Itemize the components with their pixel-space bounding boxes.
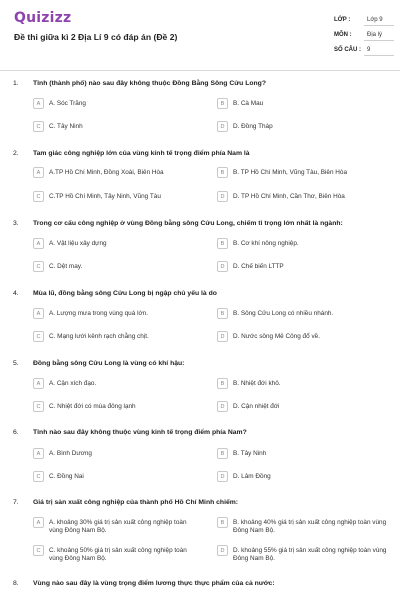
option-b[interactable]	[217, 378, 392, 389]
option-c[interactable]	[33, 261, 198, 272]
option-text: D. Nước sông Mê Công đổ về.	[233, 332, 320, 340]
option-text: C. Mạng lưới kênh rạch chằng chịt.	[49, 332, 149, 340]
option-a[interactable]	[33, 378, 198, 389]
option-text: D. TP Hồ Chí Minh, Cần Thơ, Biên Hòa	[233, 192, 345, 200]
option-text: B. Sông Cửu Long có nhiều nhánh.	[233, 309, 334, 317]
meta-count-value: 9	[364, 45, 394, 56]
option-letter-box: A	[33, 308, 44, 319]
option-letter-box: B	[217, 167, 228, 178]
option-d[interactable]	[217, 545, 392, 563]
option-text: A. Cận xích đạo.	[49, 379, 97, 387]
option-d[interactable]	[217, 401, 392, 412]
meta-class-label: LỚP :	[334, 17, 351, 23]
question-number: 4.	[13, 290, 19, 297]
option-letter-box: D	[217, 261, 228, 272]
question-number: 3.	[13, 220, 19, 227]
option-letter-box: D	[217, 401, 228, 412]
option-c[interactable]	[33, 121, 198, 132]
option-d[interactable]	[217, 121, 392, 132]
option-letter-box: B	[217, 308, 228, 319]
option-letter-box: A	[33, 238, 44, 249]
option-c[interactable]	[33, 545, 198, 563]
option-letter-box: D	[217, 545, 228, 556]
option-text: C. Tây Ninh	[49, 122, 83, 130]
option-letter-box: B	[217, 378, 228, 389]
option-a[interactable]	[33, 517, 198, 535]
option-letter-box: A	[33, 167, 44, 178]
option-letter-box: C	[33, 191, 44, 202]
option-text: B. khoảng 40% giá trị sản xuất công nghiệp toàn vùng Đông Nam Bộ.	[233, 518, 387, 534]
option-text: B. Tây Ninh	[233, 449, 267, 457]
option-letter-box: D	[217, 191, 228, 202]
option-b[interactable]	[217, 448, 392, 459]
option-a[interactable]	[33, 448, 198, 459]
question-text: Mùa lũ, đồng bằng sông Cửu Long bị ngập chủ yếu là do	[33, 290, 217, 297]
option-text: C. Dệt may.	[49, 262, 83, 270]
option-a[interactable]	[33, 308, 198, 319]
option-letter-box: C	[33, 471, 44, 482]
question-text: Tỉnh (thành phố) nào sau đây không thuộc Đồng Bằng Sông Cửu Long?	[33, 80, 266, 87]
meta-subject-label: MÔN :	[334, 32, 352, 38]
question-text: Đồng bằng sông Cửu Long là vùng có khí hậu:	[33, 360, 185, 367]
option-letter-box: A	[33, 448, 44, 459]
option-letter-box: C	[33, 545, 44, 556]
option-d[interactable]	[217, 331, 392, 342]
option-text: D. Cận nhiệt đới	[233, 402, 280, 410]
option-letter-box: B	[217, 98, 228, 109]
option-c[interactable]	[33, 191, 198, 202]
option-text: B. Cơ khí nông nghiệp.	[233, 239, 299, 247]
option-a[interactable]	[33, 98, 198, 109]
option-letter-box: A	[33, 98, 44, 109]
option-letter-box: B	[217, 448, 228, 459]
header-divider	[0, 70, 400, 71]
option-d[interactable]	[217, 191, 392, 202]
question-number: 1.	[13, 80, 19, 87]
question-number: 6.	[13, 429, 19, 436]
question-number: 2.	[13, 150, 19, 157]
option-text: D. khoảng 55% giá trị sản xuất công nghiệp toàn vùng Đông Nam Bộ.	[233, 546, 387, 562]
option-b[interactable]	[217, 98, 392, 109]
question-text: Tỉnh nào sau đây không thuộc vùng kinh tế trọng điểm phía Nam?	[33, 429, 247, 436]
option-text: C. khoảng 50% giá trị sản xuất công nghiệp toàn vùng Đông Nam Bộ.	[49, 546, 187, 562]
question-text: Giá trị sản xuất công nghiệp của thành phố Hồ Chí Minh chiếm:	[33, 499, 239, 506]
meta-class-value: Lớp 9	[364, 15, 394, 26]
option-a[interactable]	[33, 167, 198, 178]
option-letter-box: C	[33, 401, 44, 412]
option-text: B. Cà Mau	[233, 99, 264, 107]
option-text: D. Đồng Tháp	[233, 122, 273, 130]
option-d[interactable]	[217, 261, 392, 272]
option-letter-box: D	[217, 331, 228, 342]
meta-count-label: SỐ CÂU :	[334, 47, 361, 53]
question-text: Tam giác công nghiệp lớn của vùng kinh tế trọng điểm phía Nam là	[33, 150, 250, 157]
option-letter-box: A	[33, 378, 44, 389]
option-text: A.TP Hồ Chí Minh, Đồng Xoài, Biên Hòa	[49, 168, 164, 176]
option-text: C. Nhiệt đới có mùa đông lạnh	[49, 402, 136, 410]
question-text: Trong cơ cấu công nghiệp ở vùng Đồng bằng sông Cửu Long, chiếm tỉ trọng lớn nhất là ngành:	[33, 220, 343, 227]
worksheet-header	[0, 0, 400, 70]
option-a[interactable]	[33, 238, 198, 249]
option-c[interactable]	[33, 471, 198, 482]
option-text: B. Nhiệt đới khô.	[233, 379, 281, 387]
option-text: A. khoảng 30% giá trị sản xuất công nghiệp toàn vùng Đông Nam Bộ.	[49, 518, 187, 534]
option-letter-box: D	[217, 471, 228, 482]
option-text: D. Lâm Đồng	[233, 472, 271, 480]
quizizz-logo: Quizizz	[14, 10, 72, 26]
option-text: B. TP Hồ Chí Minh, Vũng Tàu, Biên Hòa	[233, 168, 348, 176]
option-letter-box: B	[217, 238, 228, 249]
question-text: Vùng nào sau đây là vùng trọng điểm lương thực thực phẩm của cả nước:	[33, 580, 275, 587]
option-text: A. Bình Dương	[49, 449, 92, 457]
option-c[interactable]	[33, 401, 198, 412]
page-title: Đề thi giữa kì 2 Địa Lí 9 có đáp án (Đề 2)	[14, 32, 178, 42]
option-c[interactable]	[33, 331, 198, 342]
question-number: 8.	[13, 580, 19, 587]
option-d[interactable]	[217, 471, 392, 482]
option-b[interactable]	[217, 167, 392, 178]
question-number: 5.	[13, 360, 19, 367]
option-letter-box: B	[217, 517, 228, 528]
option-b[interactable]	[217, 238, 392, 249]
option-letter-box: A	[33, 517, 44, 528]
option-letter-box: C	[33, 261, 44, 272]
option-text: A. Sóc Trăng	[49, 99, 86, 107]
option-text: C.TP Hồ Chí Minh, Tây Ninh, Vũng Tàu	[49, 192, 161, 200]
option-text: D. Chế biến LTTP	[233, 262, 284, 270]
option-text: C. Đồng Nai	[49, 472, 84, 480]
option-b[interactable]	[217, 517, 392, 535]
option-letter-box: D	[217, 121, 228, 132]
option-letter-box: C	[33, 121, 44, 132]
meta-subject-value: Địa lý	[364, 30, 394, 41]
option-text: A. Vật liệu xây dựng	[49, 239, 107, 247]
option-b[interactable]	[217, 308, 392, 319]
option-letter-box: C	[33, 331, 44, 342]
option-text: A. Lượng mưa trong vùng quá lớn.	[49, 309, 149, 317]
question-number: 7.	[13, 499, 19, 506]
